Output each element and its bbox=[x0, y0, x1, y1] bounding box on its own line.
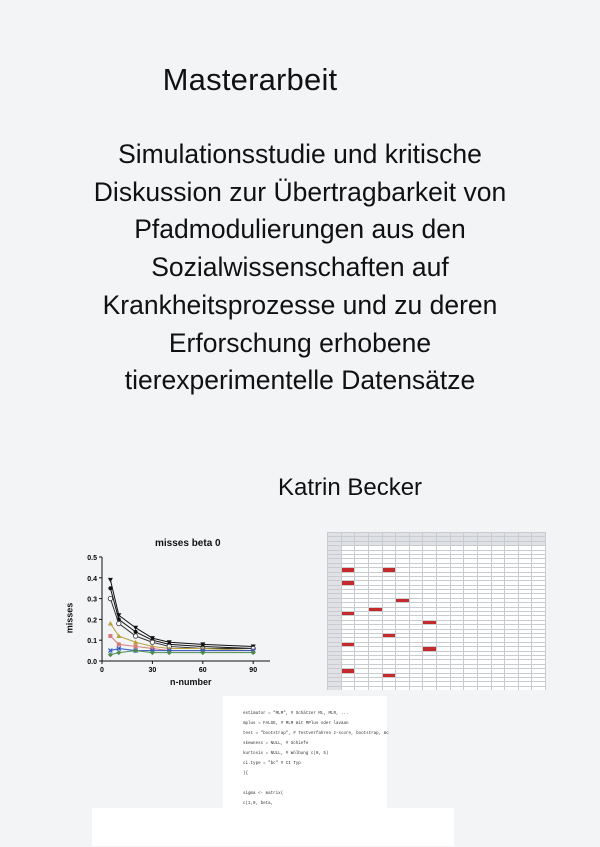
series-line bbox=[110, 588, 253, 648]
code-line: mplus = FALSE, # MLM mit MPlus oder lavaan bbox=[243, 722, 349, 726]
table-cell bbox=[532, 686, 546, 690]
thesis-title bbox=[30, 136, 570, 400]
author-name: Katrin Becker bbox=[277, 474, 423, 501]
code-line: ci.type = "bc" # CI Typ bbox=[243, 762, 301, 766]
code-line: test = "bootstrap", # Testverfahren z-score, bootstrap, mc bbox=[243, 732, 389, 736]
table-cell bbox=[423, 686, 437, 690]
table-cell bbox=[491, 686, 505, 690]
y-tick-label: 0.3 bbox=[87, 596, 97, 604]
y-tick-label: 0.1 bbox=[87, 638, 97, 646]
data-point bbox=[108, 621, 113, 626]
chart-plot-area bbox=[60, 535, 280, 695]
data-point bbox=[117, 642, 121, 646]
code-line: skewness = NULL, # Schiefe bbox=[243, 742, 309, 746]
table-cell bbox=[409, 686, 423, 690]
table-cell bbox=[396, 686, 410, 690]
bottom-strip bbox=[92, 808, 454, 846]
x-tick-label: 90 bbox=[249, 667, 258, 674]
data-point bbox=[108, 586, 112, 590]
title-line: Sozialwissenschaften auf bbox=[151, 252, 449, 283]
table-cell bbox=[341, 686, 355, 690]
code-line: sigma <- matrix( bbox=[243, 792, 284, 796]
title-line: tierexperimentelle Datensätze bbox=[124, 365, 476, 396]
chart-xlabel: n-number bbox=[170, 677, 212, 687]
title-line: Diskussion zur Übertragbarkeit von bbox=[93, 176, 507, 207]
data-point bbox=[108, 634, 112, 638]
table-row bbox=[328, 686, 546, 690]
table-cell bbox=[464, 686, 478, 690]
title-line: Simulationsstudie und kritische bbox=[118, 139, 482, 169]
data-point bbox=[117, 621, 121, 625]
code-snippet bbox=[223, 696, 387, 826]
data-point bbox=[108, 578, 113, 583]
misses-chart bbox=[60, 535, 280, 695]
document-type: Masterarbeit bbox=[162, 62, 338, 97]
code-line: estimator = "MLM", # Schätzer ML, MLR, ... bbox=[243, 712, 349, 716]
code-line: c(1,0, beta, bbox=[243, 802, 274, 806]
table-cell bbox=[450, 686, 464, 690]
table-cell bbox=[477, 686, 491, 690]
chart-ylabel: misses bbox=[64, 602, 75, 634]
chart-title: misses beta 0 bbox=[155, 538, 221, 549]
series-line bbox=[110, 651, 253, 655]
data-point bbox=[133, 626, 138, 631]
table-cell bbox=[355, 686, 369, 690]
series-line bbox=[110, 580, 253, 647]
table-cell bbox=[518, 686, 532, 690]
data-point bbox=[108, 652, 113, 657]
y-tick-label: 0.4 bbox=[87, 575, 97, 583]
table-cell bbox=[368, 686, 382, 690]
table-cell bbox=[437, 686, 451, 690]
y-tick-label: 0.2 bbox=[87, 617, 97, 625]
data-point bbox=[116, 650, 121, 655]
code-line: kurtosis = NULL, # Wölbung c(0, 5) bbox=[243, 752, 329, 756]
title-line: Krankheitsprozesse und zu deren bbox=[102, 289, 498, 320]
code-line: ){ bbox=[243, 772, 249, 776]
data-point bbox=[150, 640, 154, 644]
y-tick-label: 0.0 bbox=[87, 659, 97, 666]
table-cell bbox=[382, 686, 396, 690]
x-tick-label: 0 bbox=[100, 667, 104, 674]
data-point bbox=[134, 644, 138, 648]
data-point bbox=[133, 634, 137, 638]
series-line bbox=[110, 624, 253, 651]
results-table bbox=[327, 532, 546, 690]
x-tick-label: 60 bbox=[198, 667, 207, 674]
x-tick-label: 30 bbox=[148, 667, 157, 674]
y-tick-label: 0.5 bbox=[87, 555, 97, 562]
table-cell bbox=[505, 686, 519, 690]
data-point bbox=[134, 630, 138, 634]
results-table-image bbox=[327, 532, 546, 690]
title-line: Pfadmodulierungen aus den bbox=[134, 214, 466, 245]
title-line: Erforschung erhobene bbox=[168, 327, 432, 358]
table-cell bbox=[328, 686, 342, 690]
data-point bbox=[108, 596, 112, 600]
